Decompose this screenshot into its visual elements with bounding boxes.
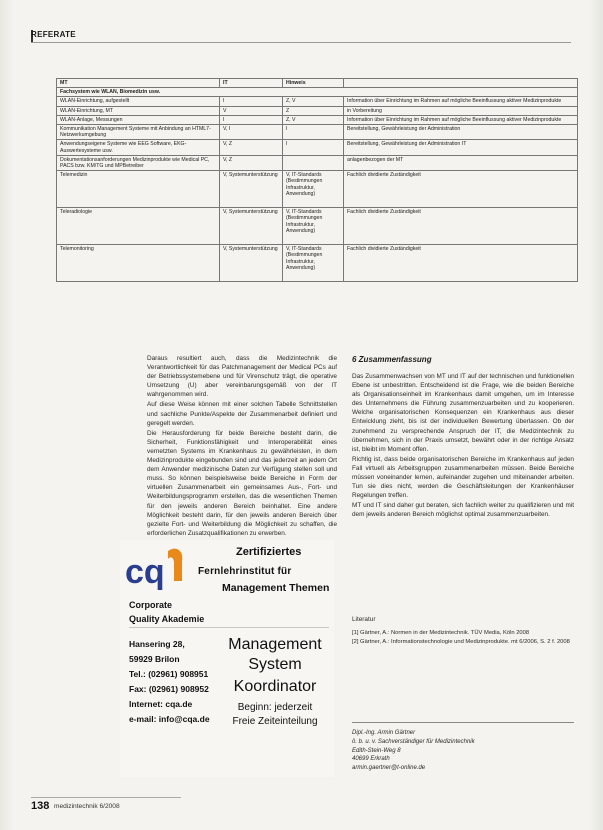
table-row [57,106,578,115]
table-cell: V, IT-Standards (Bestimmungen Infrastruktur, Anwendung) [283,171,344,208]
table-cell: Fachlich dividierte Zuständigkeit [344,208,578,245]
column-header: MT [57,79,220,88]
section-heading: 6 Zusammenfassung [352,355,432,364]
ad-quality: Quality Akademie [129,614,205,624]
author-city: 40699 Erkrath [352,756,390,763]
table-row [57,208,578,245]
ad-headline: Fernlehrinstitut für [198,566,292,577]
reference-item: [1] Gärtner, A.: Normen in der Medizintechnik. TÜV Media, Köln 2008 [352,630,530,636]
ad-phone: Tel.: (02961) 908951 [129,669,209,679]
column-header: IT [220,79,283,88]
table-cell: Fachlich dividierte Zuständigkeit [344,171,578,208]
author-block [352,729,475,773]
table-cell: Telemedizin [57,171,220,208]
table-cell: Information über Einrichtung im Rahmen auf mögliche Beeinflussung aktiver Medizinprodukte [344,115,578,124]
table-cell: I [283,140,344,155]
table-row [57,155,578,170]
table-cell: WLAN-Einrichtung, aufgestellt [57,97,220,106]
ad-zeiteinteilung: Freie Zeiteinteilung [232,716,318,727]
header-rule [31,42,571,43]
author-divider [352,722,574,723]
cqa-advertisement [120,540,334,777]
table-cell: Z, V [283,97,344,106]
table-cell: V [220,106,283,115]
table-cell: WLAN-Einrichtung, MT [57,106,220,115]
section-label: REFERATE [31,30,76,39]
column-header [344,79,578,88]
ad-system: System [248,656,302,673]
table-cell: Anwendungseigene Systeme wie EEG Software, EKG-Auswertesysteme usw. [57,140,220,155]
table-cell: Telemonitoring [57,245,220,282]
table-cell: I [220,97,283,106]
table-cell: V, Systemunterstützung [220,245,283,282]
table-cell: Bereitstellung, Gewährleistung der Administration IT [344,140,578,155]
ad-internet: Internet: cqa.de [129,699,193,709]
column-header: Hinweis [283,79,344,88]
ad-corporate: Corporate [129,600,173,610]
table-cell: WLAN-Anlage, Messungen [57,115,220,124]
table-row [57,171,578,208]
table-row [57,115,578,124]
ad-koordinator: Koordinator [233,678,317,695]
journal-name: medizintechnik 6/2008 [54,803,120,810]
table-cell: V, Z [220,140,283,155]
ad-divider [129,627,329,628]
table-cell: Z, V [283,115,344,124]
table-header-row [57,79,578,88]
table-cell: V, Systemunterstützung [220,171,283,208]
author-email: armin.gaertner@t-online.de [352,765,426,772]
paragraph: Richtig ist, dass beide organisatorischen Bereiche im Krankenhaus auf jeden Fall virtuell als Arbeitsgruppen zusammenarbeiten müssen. Beide Bereiche müssen voneinander lernen, aufeinander zugehen und miteinander arbeiten. Tun sie dies nicht, werden die Geschäftsleitungen der Krankenhäuser Regelungen treffen. [352,455,574,500]
paragraph: Auf diese Weise können mit einer solchen Tabelle Schnittstellen und sachliche Punkte/Aspekte der Zusammenarbeit definiert und geregelt werden. [147,401,337,427]
table-section-label: Fachsystem wie WLAN, Biomedizin usw. [57,88,578,97]
table-section-row [57,88,578,97]
table-row [57,125,578,140]
literature-heading: Literatur [352,616,376,623]
footer-divider [31,797,181,798]
table-cell: Fachlich dividierte Zuständigkeit [344,245,578,282]
author-title: ö. b. u. v. Sachverständiger für Medizintechnik [352,738,475,745]
ad-address [129,637,210,727]
table-row [57,140,578,155]
cqa-logo [124,543,186,593]
table-cell: Teleradiologie [57,208,220,245]
cqa-logo-text: cq [125,553,165,591]
ad-headline: Zertifiziertes [236,546,302,558]
left-text-column [147,354,337,539]
ad-email: e-mail: info@cqa.de [129,714,210,724]
page-number: 138 [31,800,50,812]
reference-list [352,630,574,649]
table-cell: Bereitstellung, Gewährleistung der Administration [344,125,578,140]
table-cell: V, Z [220,155,283,170]
table-cell: anlagenbezogen der MT [344,155,578,170]
table-cell: V, IT-Standards (Bestimmungen Infrastruktur, Anwendung) [283,245,344,282]
table-cell: V, Systemunterstützung [220,208,283,245]
paragraph: Das Zusammenwachsen von MT und IT auf der technischen und funktionellen Ebene ist unbestritten. Entscheidend ist die Frage, wie die beiden Bereiche als Organisationseinheit im Krankenhaus damit umgehen, um im Interesse des Unternehmens die Führung zusammenzuarbeiten und zu kooperieren. Welche organisatorischen Konsequenzen ein Krankenhaus aus dieser Entwicklung zieht, bis ist der individuellen Bewertung überlassen. Ob der zunehmend zu versprechende Anspruch der IT, die Medizintechnik zu übernehmen, sich in der Praxis umsetzt, bewährt oder in der richtige Ansatz ist, bleibt im Moment offen. [352,373,574,453]
ad-beginn: Beginn: jederzeit [237,702,313,713]
table-row [57,245,578,282]
ad-street: Hansering 28, [129,639,185,649]
paragraph: MT und IT sind daher gut beraten, sich fachlich weiter zu qualifizieren und mit dem jeweils anderen Bereich möglichst optimal zusammenzuarbeiten. [352,502,574,519]
table-cell: I [220,115,283,124]
cqa-logo-swoosh [168,549,182,581]
right-text-column [352,372,574,521]
table-cell: V, IT-Standards (Bestimmungen Infrastruktur, Anwendung) [283,208,344,245]
ad-fax: Fax: (02961) 908952 [129,684,209,694]
table-cell: Dokumentationsanforderungen Medizinprodukte wie Medical PC, PACS bzw. KM/TG und MPBetreiber [57,155,220,170]
responsibility-table [56,78,578,282]
table-cell: in Vorbereitung [344,106,578,115]
paragraph: Daraus resultiert auch, dass die Medizintechnik die Verantwortlichkeit für das Patchmanagement der Medical PCs auf der Betriebssystemebene und für Virenschutz trägt, die operative Umsetzung (U) aber vereinbarungsgemäß von der IT wahrgenommen wird. [147,355,337,399]
table-cell: V, I [220,125,283,140]
table-cell: Kommunikation Management Systeme mit Anbindung an HTML7-Netzwerkumgebung [57,125,220,140]
table-cell: Z [283,106,344,115]
table-cell: Information über Einrichtung im Rahmen auf mögliche Beeinflussung aktiver Medizinprodukte [344,97,578,106]
ad-management: Management [228,636,322,653]
table-cell: I [283,125,344,140]
paragraph: Die Herausforderung für beide Bereiche besteht darin, die Sicherheit, Funktionsfähigkeit und Interoperabilität eines vernetzten Systems im Krankenhaus zu gewährleisten, in dem Medizinprodukte eingebunden sind und das jederzeit an jedem Ort dem Anwender medizinische Daten zur Verfügung stellen soll und muss. So können beispielsweise beide Bereiche in Form der virtuellen Zusammenarbeit ein gemeinsames Aus-, Fort- und Weiterbildungsprogramm erstellen, das die wesentlichen Themen für den jeweils anderen Bereich beinhaltet. Eine andere Möglichkeit besteht darin, für den jeweils anderen Bereich über gezielte Fort- und Weiterbildung die Möglichkeit zu schaffen, die erforderlichen Zusatzqualifikationen zu erwerben. [147,429,337,537]
table-cell [283,155,344,170]
ad-headline: Management Themen [222,582,330,594]
ad-city: 59929 Brilon [129,654,180,664]
reference-item: [2] Gärtner, A.: Informationstechnologie und Medizinprodukte. mt 6/2006, S. 2 f. 2008 [352,639,570,646]
author-street: Edith-Stein-Weg 8 [352,747,401,754]
author-name: Dipl.-Ing. Armin Gärtner [352,730,416,736]
table-row [57,97,578,106]
